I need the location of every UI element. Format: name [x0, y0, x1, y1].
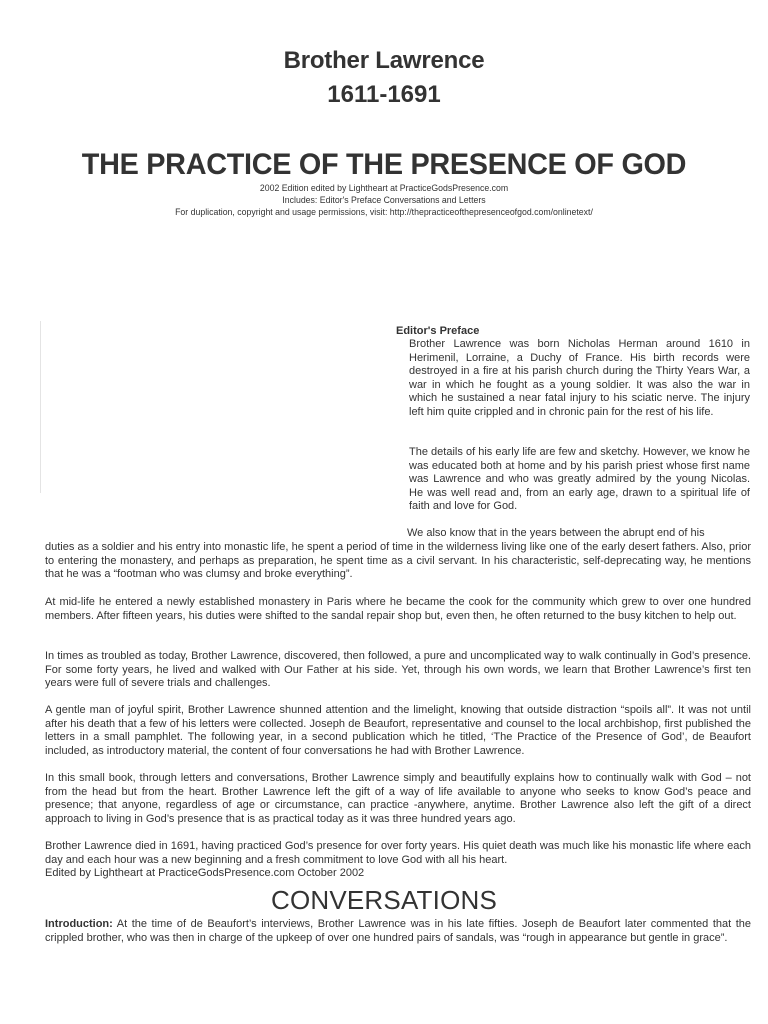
preface-paragraph: duties as a soldier and his entry into monastic life, he spent a period of time in the wilderness living like one of the early desert fathers. Also, prior to entering the monastery, and perhaps as preparation, he spent time as a civil servant. In his characteristic, self-deprecating way, he mentions that he was a “footman who was clumsy and broke everything”. [45, 541, 751, 581]
author-years: 1611-1691 [327, 81, 441, 108]
preface-paragraph-start: We also know that in the years between the abrupt end of his [407, 527, 705, 539]
preface-signoff: Edited by Lightheart at PracticeGodsPresence.com October 2002 [45, 867, 365, 879]
preface-paragraph: The details of his early life are few and sketchy. However, we know he was educated both at home and by his parish priest whose first name was Lawrence and who was greatly admired by the young Nicolas. He was well read and, from an early age, drawn to a spiritual life of faith and love for God. [409, 446, 750, 513]
preface-paragraph: In times as troubled as today, Brother Lawrence, discovered, then followed, a pure and uncomplicated way to walk continually in God’s presence. For some forty years, he lived and walked with Our Father at his side. Yet, through his own words, we learn that Brother Lawrence’s first ten years were full of severe trials and challenges. [45, 650, 751, 690]
edition-line: 2002 Edition edited by Lightheart at PracticeGodsPresence.com [259, 183, 509, 194]
author-name: Brother Lawrence [283, 47, 485, 74]
preface-paragraph: A gentle man of joyful spirit, Brother Lawrence shunned attention and the limelight, knowing that outside distraction “spoils all”. It was not until after his death that a few of his letters were collected. Joseph de Beaufort, representative and counsel to the local archbishop, first published the letters in a small pamphlet. The following year, in a second publication which he titled, ‘The Practice of the Presence of God’, de Beaufort included, as introductory material, the content of four conversations he had with Brother Lawrence. [45, 704, 751, 757]
preface-heading: Editor's Preface [396, 325, 480, 337]
conversations-heading: CONVERSATIONS [270, 885, 498, 915]
permissions-line: For duplication, copyright and usage permissions, visit: http://thepracticeofthepresenceofgod.com/onlinetext/ [175, 207, 593, 218]
conversations-intro [45, 918, 751, 945]
intro-text: At the time of de Beaufort’s interviews, Brother Lawrence was in his late fifties. Joseph de Beaufort later commented that the crippled brother, who was then in charge of the upkeep of over one hundred pairs of sandals, was “rough in appearance but gentle in grace”. [45, 918, 751, 944]
intro-label: Introduction: [45, 918, 113, 930]
image-placeholder-border [40, 321, 41, 493]
document-title: THE PRACTICE OF THE PRESENCE OF GOD [81, 148, 687, 181]
preface-paragraph: Brother Lawrence was born Nicholas Herman around 1610 in Herimenil, Lorraine, a Duchy of France. His birth records were destroyed in a fire at his parish church during the Thirty Years War, a war in which he fought as a young soldier. It was also the war in which he sustained a near fatal injury to his sciatic nerve. The injury left him quite crippled and in chronic pain for the rest of his life. [409, 338, 750, 418]
preface-paragraph: Brother Lawrence died in 1691, having practiced God’s presence for over forty years. His quiet death was much like his monastic life where each day and each hour was a new beginning and a fresh commitment to love God with all his heart. [45, 840, 751, 866]
preface-paragraph: In this small book, through letters and conversations, Brother Lawrence simply and beautifully explains how to continually walk with God – not from the head but from the heart. Brother Lawrence left the gift of a way of life available to anyone who seeks to know God’s peace and presence; that anyone, regardless of age or circumstance, can practice -anywhere, anytime. Brother Lawrence also left the gift of a direct approach to living in God’s presence that is as practical today as it was three hundred years ago. [45, 772, 751, 825]
includes-line: Includes: Editor's Preface Conversations and Letters [282, 195, 486, 206]
preface-paragraph: At mid-life he entered a newly established monastery in Paris where he became the cook for the community which grew to over one hundred members. After fifteen years, his duties were shifted to the sandal repair shop but, even then, he often returned to the busy kitchen to help out. [45, 596, 751, 622]
